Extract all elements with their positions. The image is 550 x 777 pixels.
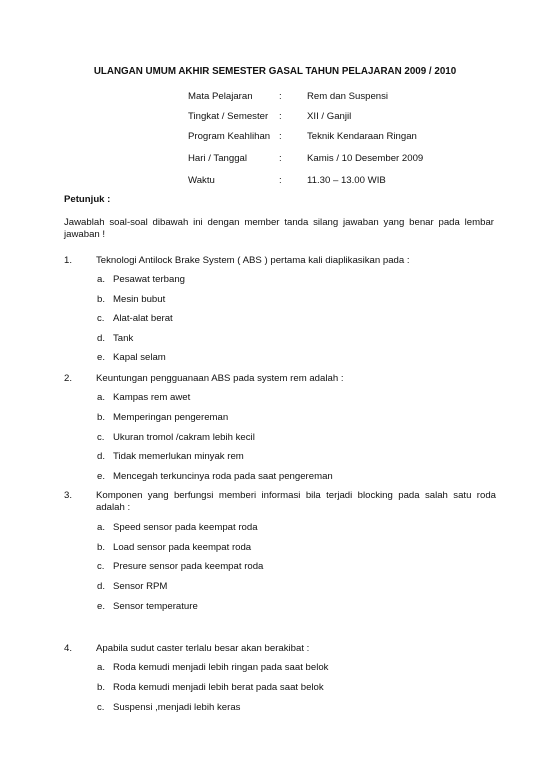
option-text: Suspensi ,menjadi lebih keras — [113, 702, 241, 713]
option-text: Sensor RPM — [113, 581, 168, 592]
option-letter: a. — [97, 274, 106, 285]
info-row-date — [188, 153, 518, 166]
info-colon: : — [279, 111, 282, 122]
question-number: 2. — [64, 373, 73, 384]
option-text: Mesin bubut — [113, 294, 166, 305]
info-row-level — [188, 111, 518, 124]
option-letter: e. — [97, 601, 106, 612]
question-text: Komponen yang berfungsi memberi informasi bila terjadi blocking pada salah satu roda adalah : — [96, 490, 496, 513]
option-text: Tidak memerlukan minyak rem — [113, 451, 244, 462]
question-text: Teknologi Antilock Brake System ( ABS ) pertama kali diaplikasikan pada : — [96, 255, 410, 266]
info-value: Rem dan Suspensi — [307, 91, 389, 102]
info-row-subject — [188, 91, 518, 104]
info-label: Hari / Tanggal — [188, 153, 248, 164]
exam-title: ULANGAN UMUM AKHIR SEMESTER GASAL TAHUN PELAJARAN 2009 / 2010 — [93, 66, 457, 77]
option-letter: d. — [97, 581, 106, 592]
info-label: Mata Pelajaran — [188, 91, 253, 102]
option-text: Pesawat terbang — [113, 274, 185, 285]
option-letter: b. — [97, 294, 106, 305]
option-letter: a. — [97, 522, 106, 533]
info-colon: : — [279, 175, 282, 186]
option-text: Ukuran tromol /cakram lebih kecil — [113, 432, 255, 443]
option-letter: c. — [97, 702, 105, 713]
question-number: 4. — [64, 643, 73, 654]
info-row-time — [188, 175, 518, 188]
instructions-heading: Petunjuk : — [64, 194, 111, 205]
option-letter: c. — [97, 432, 105, 443]
option-text: Kapal selam — [113, 352, 166, 363]
info-value: 11.30 – 13.00 WIB — [307, 175, 386, 186]
option-text: Tank — [113, 333, 134, 344]
option-letter: d. — [97, 451, 106, 462]
option-letter: b. — [97, 412, 106, 423]
option-letter: c. — [97, 313, 105, 324]
option-letter: d. — [97, 333, 106, 344]
question-text: Keuntungan pengguanaan ABS pada system rem adalah : — [96, 373, 344, 384]
option-text: Roda kemudi menjadi lebih ringan pada saat belok — [113, 662, 329, 673]
option-letter: a. — [97, 392, 106, 403]
info-label: Tingkat / Semester — [188, 111, 269, 122]
option-text: Presure sensor pada keempat roda — [113, 561, 264, 572]
info-value: Kamis / 10 Desember 2009 — [307, 153, 424, 164]
option-text: Memperingan pengereman — [113, 412, 229, 423]
option-letter: a. — [97, 662, 106, 673]
question-text: Apabila sudut caster terlalu besar akan berakibat : — [96, 643, 310, 654]
option-text: Mencegah terkuncinya roda pada saat pengereman — [113, 471, 333, 482]
option-text: Speed sensor pada keempat roda — [113, 522, 258, 533]
info-value: XII / Ganjil — [307, 111, 352, 122]
option-text: Load sensor pada keempat roda — [113, 542, 252, 553]
option-text: Kampas rem awet — [113, 392, 191, 403]
option-letter: b. — [97, 682, 106, 693]
option-letter: e. — [97, 471, 106, 482]
info-colon: : — [279, 153, 282, 164]
info-row-program — [188, 131, 518, 144]
option-text: Sensor temperature — [113, 601, 198, 612]
info-label: Program Keahlihan — [188, 131, 271, 142]
option-letter: e. — [97, 352, 106, 363]
option-text: Alat-alat berat — [113, 313, 173, 324]
info-label: Waktu — [188, 175, 215, 186]
option-text: Roda kemudi menjadi lebih berat pada saat belok — [113, 682, 324, 693]
option-letter: b. — [97, 542, 106, 553]
info-colon: : — [279, 131, 282, 142]
option-letter: c. — [97, 561, 105, 572]
info-value: Teknik Kendaraan Ringan — [307, 131, 417, 142]
question-number: 3. — [64, 490, 73, 501]
question-number: 1. — [64, 255, 73, 266]
info-colon: : — [279, 91, 282, 102]
instructions-text: Jawablah soal-soal dibawah ini dengan member tanda silang jawaban yang benar pada lembar jawaban ! — [64, 217, 494, 240]
